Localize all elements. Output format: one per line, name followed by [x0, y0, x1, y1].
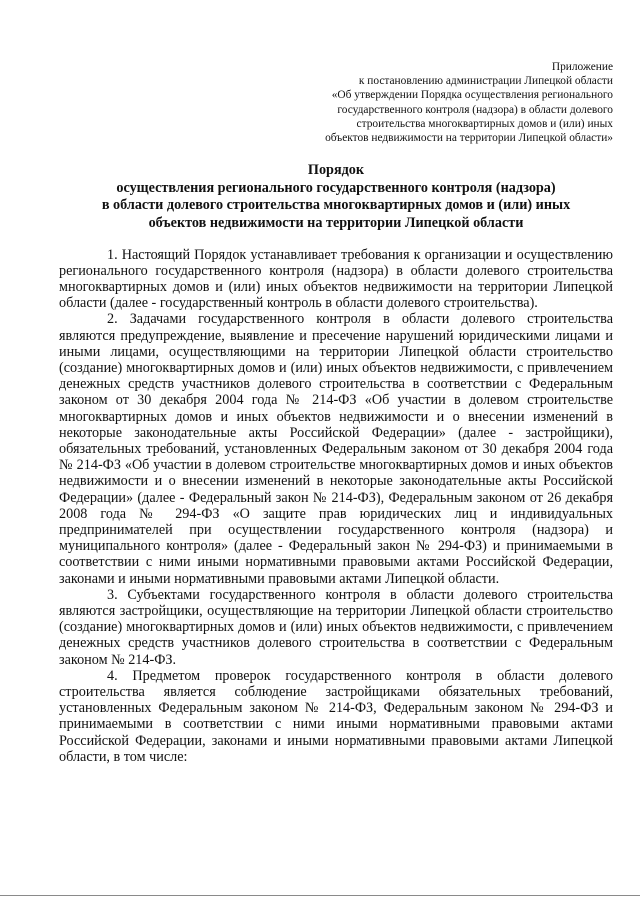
paragraph-3: 3. Субъектами государственного контроля в области долевого строительства являются застройщики, осуществляющие на территории Липецкой области строительство (создание) многоквартирных домов и (или) иных объектов недвижимости, с привлечением денежных средств участников долевого строительства в соответствии с Федеральным законом № 214-ФЗ.	[59, 586, 613, 668]
appendix-line: объектов недвижимости на территории Липецкой области»	[325, 132, 613, 145]
appendix-line: строительства многоквартирных домов и (или) иных	[356, 117, 613, 130]
appendix-header	[59, 60, 613, 145]
title-line: осуществления регионального государственного контроля (надзора)	[116, 179, 556, 196]
document-body	[59, 247, 613, 766]
appendix-line: государственного контроля (надзора) в области долевого	[337, 103, 613, 116]
paragraph-4: 4. Предметом проверок государственного контроля в области долевого строительства является соблюдение застройщиками обязательных требований, установленных Федеральным законом № 214-ФЗ, Федеральным законом № 294-ФЗ и принимаемыми в соответствии с ними иными нормативными правовыми актами Российской Федерации, законами и иными нормативными правовыми актами Липецкой области, в том числе:	[59, 667, 613, 765]
title-line: в области долевого строительства многоквартирных домов и (или) иных	[101, 197, 571, 214]
title-line: Порядок	[307, 162, 365, 179]
appendix-line: «Об утверждении Порядка осуществления регионального	[331, 89, 613, 102]
appendix-line: Приложение	[551, 61, 613, 73]
title-line: объектов недвижимости на территории Липецкой области	[148, 215, 524, 231]
appendix-line: к постановлению администрации Липецкой области	[358, 75, 613, 88]
document-title	[59, 162, 613, 232]
paragraph-2: 2. Задачами государственного контроля в области долевого строительства являются предупреждение, выявление и пресечение нарушений юридическими лицами и иными лицами, осуществляющими на территории Липецкой области строительство (создание) многоквартирных домов и (или) иных объектов недвижимости, с привлечением денежных средств участников долевого строительства в соответствии с Федеральным законом от 30 декабря 2004 года № 214-ФЗ «Об участии в долевом строительстве многоквартирных домов и иных объектов недвижимости и о внесении изменений в некоторые законодательные акты Российской Федерации» (далее - застройщики), обязательных требований, установленных Федеральным законом от 30 декабря 2004 года № 214-ФЗ «Об участии в долевом строительстве многоквартирных домов и иных объектов недвижимости и о внесении изменений в некоторые законодательные акты Российской Федерации» (далее - Федеральный закон № 214-ФЗ), Федеральным законом от 26 декабря 2008 года № 294-ФЗ «О защите прав юридических лиц и индивидуальных предпринимателей при осуществлении государственного контроля (надзора) и муниципального контроля» (далее - Федеральный закон № 294-ФЗ) и принимаемыми в соответствии с ними иными нормативными правовыми актами Российской Федерации, законами и иными нормативными правовыми актами Липецкой области.	[59, 311, 613, 587]
scan-edge-line	[0, 895, 640, 896]
paragraph-1: 1. Настоящий Порядок устанавливает требования к организации и осуществлению регионального государственного контроля (надзора) в области долевого строительства многоквартирных домов и (или) иных объектов недвижимости на территории Липецкой области (далее - государственный контроль в области долевого строительства).	[59, 246, 613, 312]
